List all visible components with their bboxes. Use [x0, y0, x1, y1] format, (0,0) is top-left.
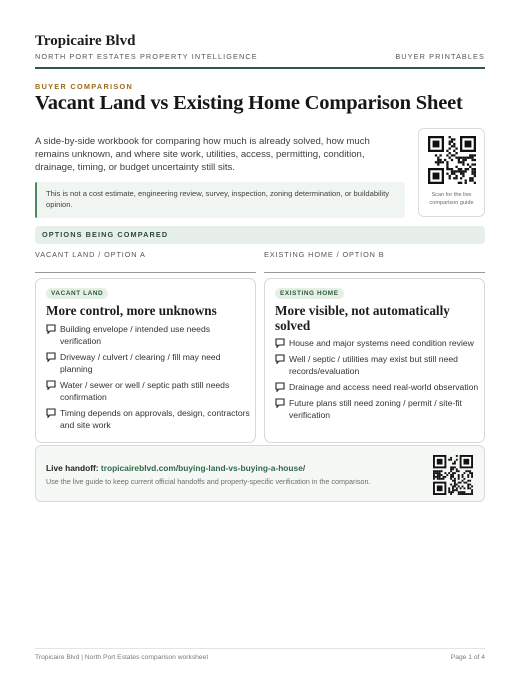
list-item-text: Drainage and access need real-world observation — [289, 382, 479, 392]
list-item — [46, 407, 250, 431]
list-item — [275, 381, 479, 393]
list-item — [46, 323, 250, 347]
option-b-write-line[interactable] — [264, 272, 485, 273]
list-item-text: Building envelope / intended use needs verification — [60, 324, 211, 346]
list-item — [46, 379, 250, 403]
note-bubble-icon — [275, 354, 285, 364]
vacant-land-badge: VACANT LAND — [46, 288, 108, 299]
list-item — [46, 351, 250, 375]
qr-code-icon[interactable] — [433, 455, 473, 495]
list-item — [275, 353, 479, 377]
option-a-label: VACANT LAND / OPTION A — [35, 250, 146, 259]
brand-name: Tropicaire Blvd — [35, 33, 136, 49]
list-item-text: Driveway / culvert / clearing / fill may need planning — [60, 352, 221, 374]
page-title: Vacant Land vs Existing Home Comparison Sheet — [35, 92, 463, 114]
existing-home-card-title: More visible, not automatically solved — [275, 303, 450, 333]
list-item-text: Well / septic / utilities may exist but still need records/evaluation — [289, 354, 458, 376]
footer-divider — [35, 648, 485, 649]
vacant-land-card-title: More control, more unknowns — [46, 303, 217, 318]
note-bubble-icon — [46, 352, 56, 362]
vacant-land-list — [46, 323, 250, 435]
existing-home-list — [275, 337, 479, 425]
option-b-label: EXISTING HOME / OPTION B — [264, 250, 385, 259]
option-a-write-line[interactable] — [35, 272, 256, 273]
list-item — [275, 397, 479, 421]
note-bubble-icon — [275, 382, 285, 392]
qr-code-icon — [428, 136, 476, 184]
buyer-printables-label: BUYER PRINTABLES — [395, 52, 485, 61]
footer-left-text: Tropicaire Blvd | North Port Estates comparison worksheet — [35, 654, 209, 661]
existing-home-card — [264, 278, 485, 443]
section-kicker: BUYER COMPARISON — [35, 82, 134, 91]
list-item — [275, 337, 479, 349]
brand-subtitle: NORTH PORT ESTATES PROPERTY INTELLIGENCE — [35, 52, 258, 61]
list-item-text: House and major systems need condition review — [289, 338, 474, 348]
options-section-header: OPTIONS BEING COMPARED — [35, 226, 485, 244]
note-bubble-icon — [46, 380, 56, 390]
note-bubble-icon — [275, 398, 285, 408]
note-bubble-icon — [275, 338, 285, 348]
header-divider — [35, 67, 485, 69]
vacant-land-card — [35, 278, 256, 443]
handoff-description: Use the live guide to keep current official handoffs and property-specific verification in the comparison. — [46, 477, 371, 486]
qr-card[interactable] — [418, 128, 485, 217]
handoff-label: Live handoff: — [46, 463, 99, 473]
note-bubble-icon — [46, 408, 56, 418]
handoff-line — [46, 463, 305, 473]
live-handoff-box — [35, 445, 485, 502]
list-item-text: Water / sewer or well / septic path still needs confirmation — [60, 380, 230, 402]
existing-home-badge: EXISTING HOME — [275, 288, 344, 299]
page-number: Page 1 of 4 — [450, 654, 485, 661]
handoff-link[interactable]: tropicaireblvd.com/buying-land-vs-buying-a-house/ — [100, 463, 306, 473]
note-bubble-icon — [46, 324, 56, 334]
intro-paragraph: A side-by-side workbook for comparing how much is already solved, how much remains unknown, and where site work, utilities, access, permitting, condition, drainage, timing, or budget uncertainty still sits. — [35, 136, 370, 173]
qr-caption: Scan for the live comparison guide — [429, 192, 474, 206]
list-item-text: Timing depends on approvals, design, contractors and site work — [60, 408, 250, 430]
disclaimer-note: This is not a cost estimate, engineering review, survey, inspection, zoning determination, or buildability opinion. — [35, 182, 405, 218]
list-item-text: Future plans still need zoning / permit / site-fit verification — [289, 398, 462, 420]
